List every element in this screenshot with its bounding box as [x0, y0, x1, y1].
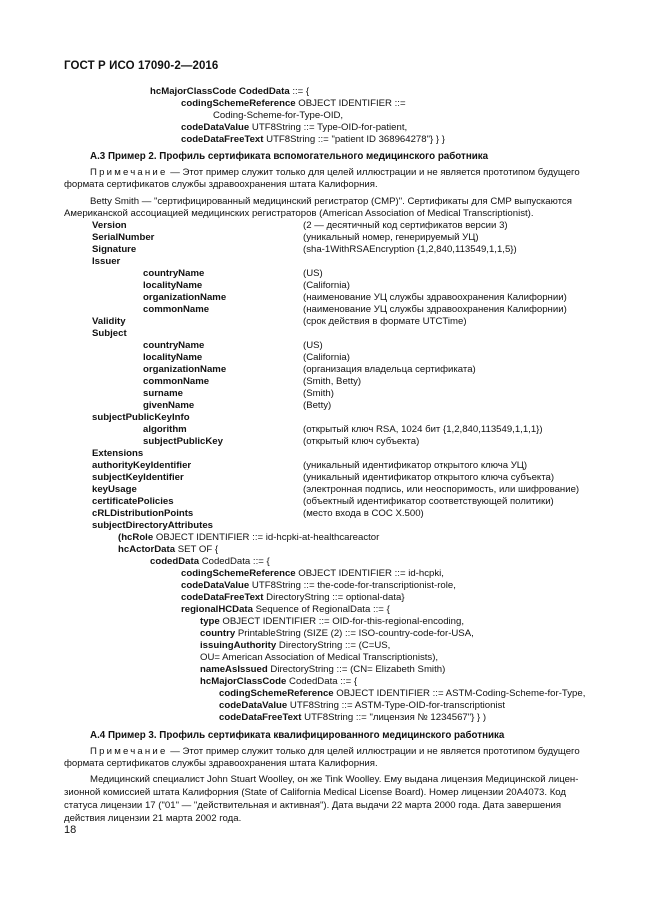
field-value: (открытый ключ субъекта): [303, 436, 420, 447]
asn-line: [213, 110, 343, 122]
asn-keyword: type: [200, 616, 220, 627]
field-value: (наименование УЦ службы здравоохранения Калифорнии): [303, 304, 567, 315]
field-value: (2 — десятичный код сертификатов версии 3): [303, 220, 508, 231]
note-text: — Этот пример служит только для целей иллюстрации и не является прототипом будущего: [167, 746, 580, 757]
asn-line: [150, 556, 270, 568]
field-value: (объектный идентификатор соответствующей политики): [303, 496, 554, 507]
asn-line: [200, 616, 464, 628]
field-name: givenName: [143, 400, 195, 411]
field-value: (уникальный номер, генерируемый УЦ): [303, 232, 479, 243]
asn-keyword: nameAsIssued: [200, 664, 268, 675]
field-name: countryName: [143, 268, 205, 279]
asn-keyword: codeDataFreeText: [219, 712, 302, 723]
asn-text: DirectoryString ::= (C=US,: [276, 640, 391, 651]
asn-keyword: hcActorData: [118, 544, 176, 555]
field-value: (уникальный идентификатор открытого ключа субъекта): [303, 472, 555, 483]
asn-text: OBJECT IDENTIFIER ::= id-hcpki,: [295, 568, 444, 579]
note-label: Примечание: [90, 167, 168, 178]
asn-text: CodedData ::= {: [286, 676, 358, 687]
asn-line: [181, 568, 444, 580]
intro-line: Betty Smith — "сертифицированный медицинский регистратор (CMP)". Сертификаты для CMP выпускаются: [90, 196, 572, 207]
field-name: subjectKeyIdentifier: [92, 472, 184, 483]
field-name: subjectPublicKeyInfo: [92, 412, 190, 423]
asn-line: [150, 86, 309, 98]
field-value: (Smith, Betty): [303, 376, 362, 387]
field-name: organizationName: [143, 292, 227, 303]
asn-line: [181, 98, 406, 110]
body-line: действия лицензии 21 марта 2002 года.: [64, 813, 242, 824]
asn-text: SET OF {: [175, 544, 219, 555]
asn-keyword: codingSchemeReference: [181, 98, 296, 109]
asn-keyword: codeDataValue: [219, 700, 288, 711]
asn-keyword: codingSchemeReference: [219, 688, 334, 699]
asn-line: [200, 652, 438, 664]
section-title-a4: A.4 Пример 3. Профиль сертификата квалифицированного медицинского работника: [90, 730, 505, 741]
field-value: (California): [303, 280, 350, 291]
field-name: countryName: [143, 340, 205, 351]
field-name: algorithm: [143, 424, 187, 435]
field-value: (Smith): [303, 388, 334, 399]
field-name: localityName: [143, 352, 203, 363]
note-line: формата сертификатов службы здравоохранения штата Калифорния.: [64, 758, 378, 769]
asn-line: [200, 664, 445, 676]
asn-line: [200, 676, 357, 688]
asn-keyword: hcMajorClassCode CodedData: [150, 86, 290, 97]
field-name: Validity: [92, 316, 126, 327]
asn-keyword: codeDataFreeText: [181, 592, 264, 603]
asn-text: PrintableString (SIZE (2) ::= ISO-country-code-for-USA,: [235, 628, 474, 639]
field-value: (организация владельца сертификата): [303, 364, 476, 375]
field-name: surname: [143, 388, 183, 399]
field-name: authorityKeyIdentifier: [92, 460, 192, 471]
asn-text: Coding-Scheme-for-Type-OID,: [213, 110, 344, 121]
asn-text: OBJECT IDENTIFIER ::=: [295, 98, 406, 109]
field-name: subjectPublicKey: [143, 436, 223, 447]
asn-text: UTF8String ::= "лицензия № 1234567"} } ): [301, 712, 487, 723]
asn-keyword: regionalHCData: [181, 604, 253, 615]
asn-line: [200, 628, 474, 640]
asn-text: OBJECT IDENTIFIER ::= OID-for-this-regional-encoding,: [219, 616, 465, 627]
asn-line: [219, 712, 486, 724]
page-number: 18: [64, 824, 77, 836]
asn-text: CodedData ::= {: [199, 556, 270, 567]
note-line: формата сертификатов службы здравоохранения штата Калифорния.: [64, 179, 378, 190]
field-name: certificatePolicies: [92, 496, 174, 507]
field-value: (Betty): [303, 400, 332, 411]
asn-line: [181, 122, 407, 134]
asn-text: OBJECT IDENTIFIER ::= id-hcpki-at-healthcareactor: [153, 532, 380, 543]
asn-text: UTF8String ::= Type-OID-for-patient,: [249, 122, 408, 133]
asn-line: [118, 544, 218, 556]
field-name: Extensions: [92, 448, 144, 459]
field-value: (US): [303, 340, 323, 351]
note-line: [90, 746, 580, 758]
asn-keyword: codingSchemeReference: [181, 568, 296, 579]
asn-line: [200, 640, 390, 652]
note-text: — Этот пример служит только для целей иллюстрации и не является прототипом будущего: [167, 167, 580, 178]
field-name: Version: [92, 220, 127, 231]
intro-line: Американской ассоциацией медицинских регистраторов (American Association of Medical Transcriptionist).: [64, 208, 534, 219]
asn-keyword: codedData: [150, 556, 200, 567]
field-name: organizationName: [143, 364, 227, 375]
note-line: [90, 167, 580, 179]
asn-line: [181, 580, 456, 592]
asn-text: Sequence of RegionalData ::= {: [252, 604, 390, 615]
field-name: subjectDirectoryAttributes: [92, 520, 214, 531]
body-line: зионной комиссией штата Калифорния (State of California Medical License Board). Номер лицензии 20A4073. Код: [64, 787, 567, 798]
field-value: (открытый ключ RSA, 1024 бит {1,2,840,113549,1,1,1}): [303, 424, 543, 435]
field-name: SerialNumber: [92, 232, 155, 243]
field-name: localityName: [143, 280, 203, 291]
asn-line: [181, 604, 390, 616]
field-name: cRLDistributionPoints: [92, 508, 194, 519]
field-value: (уникальный идентификатор открытого ключа УЦ): [303, 460, 528, 471]
asn-text: UTF8String ::= the-code-for-transcriptionist-role,: [249, 580, 456, 591]
section-title-a3: A.3 Пример 2. Профиль сертификата вспомогательного медицинского работника: [90, 151, 489, 162]
field-name: Issuer: [92, 256, 121, 267]
asn-line: [219, 700, 505, 712]
field-name: commonName: [143, 376, 210, 387]
asn-keyword: (hcRole: [118, 532, 154, 543]
field-name: commonName: [143, 304, 210, 315]
asn-text: DirectoryString ::= optional-data}: [263, 592, 405, 603]
asn-text: UTF8String ::= ASTM-Type-OID-for-transcriptionist: [287, 700, 506, 711]
asn-keyword: codeDataFreeText: [181, 134, 264, 145]
field-name: Signature: [92, 244, 137, 255]
document-header: ГОСТ Р ИСО 17090-2—2016: [64, 60, 219, 72]
asn-text: UTF8String ::= "patient ID 368964278"} } }: [263, 134, 445, 145]
field-name: Subject: [92, 328, 127, 339]
body-line: статуса лицензии 17 ("01" — "действительная и активная"). Дата выдачи 22 марта 2000 года. Дата завершения: [64, 800, 562, 811]
field-value: (место входа в COC X.500): [303, 508, 424, 519]
asn-text: ::= {: [289, 86, 310, 97]
asn-line: [118, 532, 379, 544]
asn-text: DirectoryString ::= (CN= Elizabeth Smith): [267, 664, 446, 675]
field-value: (California): [303, 352, 350, 363]
asn-line: [181, 592, 405, 604]
asn-keyword: country: [200, 628, 236, 639]
asn-keyword: codeDataValue: [181, 580, 250, 591]
field-name: keyUsage: [92, 484, 137, 495]
asn-keyword: issuingAuthority: [200, 640, 277, 651]
body-line: Медицинский специалист John Stuart Woolley, он же Tink Woolley. Ему выдана лицензия Медицинской лицен-: [90, 774, 579, 785]
asn-line: [181, 134, 445, 146]
asn-line: [219, 688, 585, 700]
field-value: (наименование УЦ службы здравоохранения Калифорнии): [303, 292, 567, 303]
field-value: (US): [303, 268, 323, 279]
asn-text: OU= American Association of Medical Transcriptionists),: [200, 652, 439, 663]
field-value: (электронная подпись, или неоспоримость, или шифрование): [303, 484, 580, 495]
asn-keyword: codeDataValue: [181, 122, 250, 133]
field-value: (sha-1WithRSAEncryption {1,2,840,113549,1,1,5}): [303, 244, 517, 255]
asn-keyword: hcMajorClassCode: [200, 676, 287, 687]
asn-text: OBJECT IDENTIFIER ::= ASTM-Coding-Scheme-for-Type,: [333, 688, 586, 699]
note-label: Примечание: [90, 746, 168, 757]
field-value: (срок действия в формате UTCTime): [303, 316, 467, 327]
